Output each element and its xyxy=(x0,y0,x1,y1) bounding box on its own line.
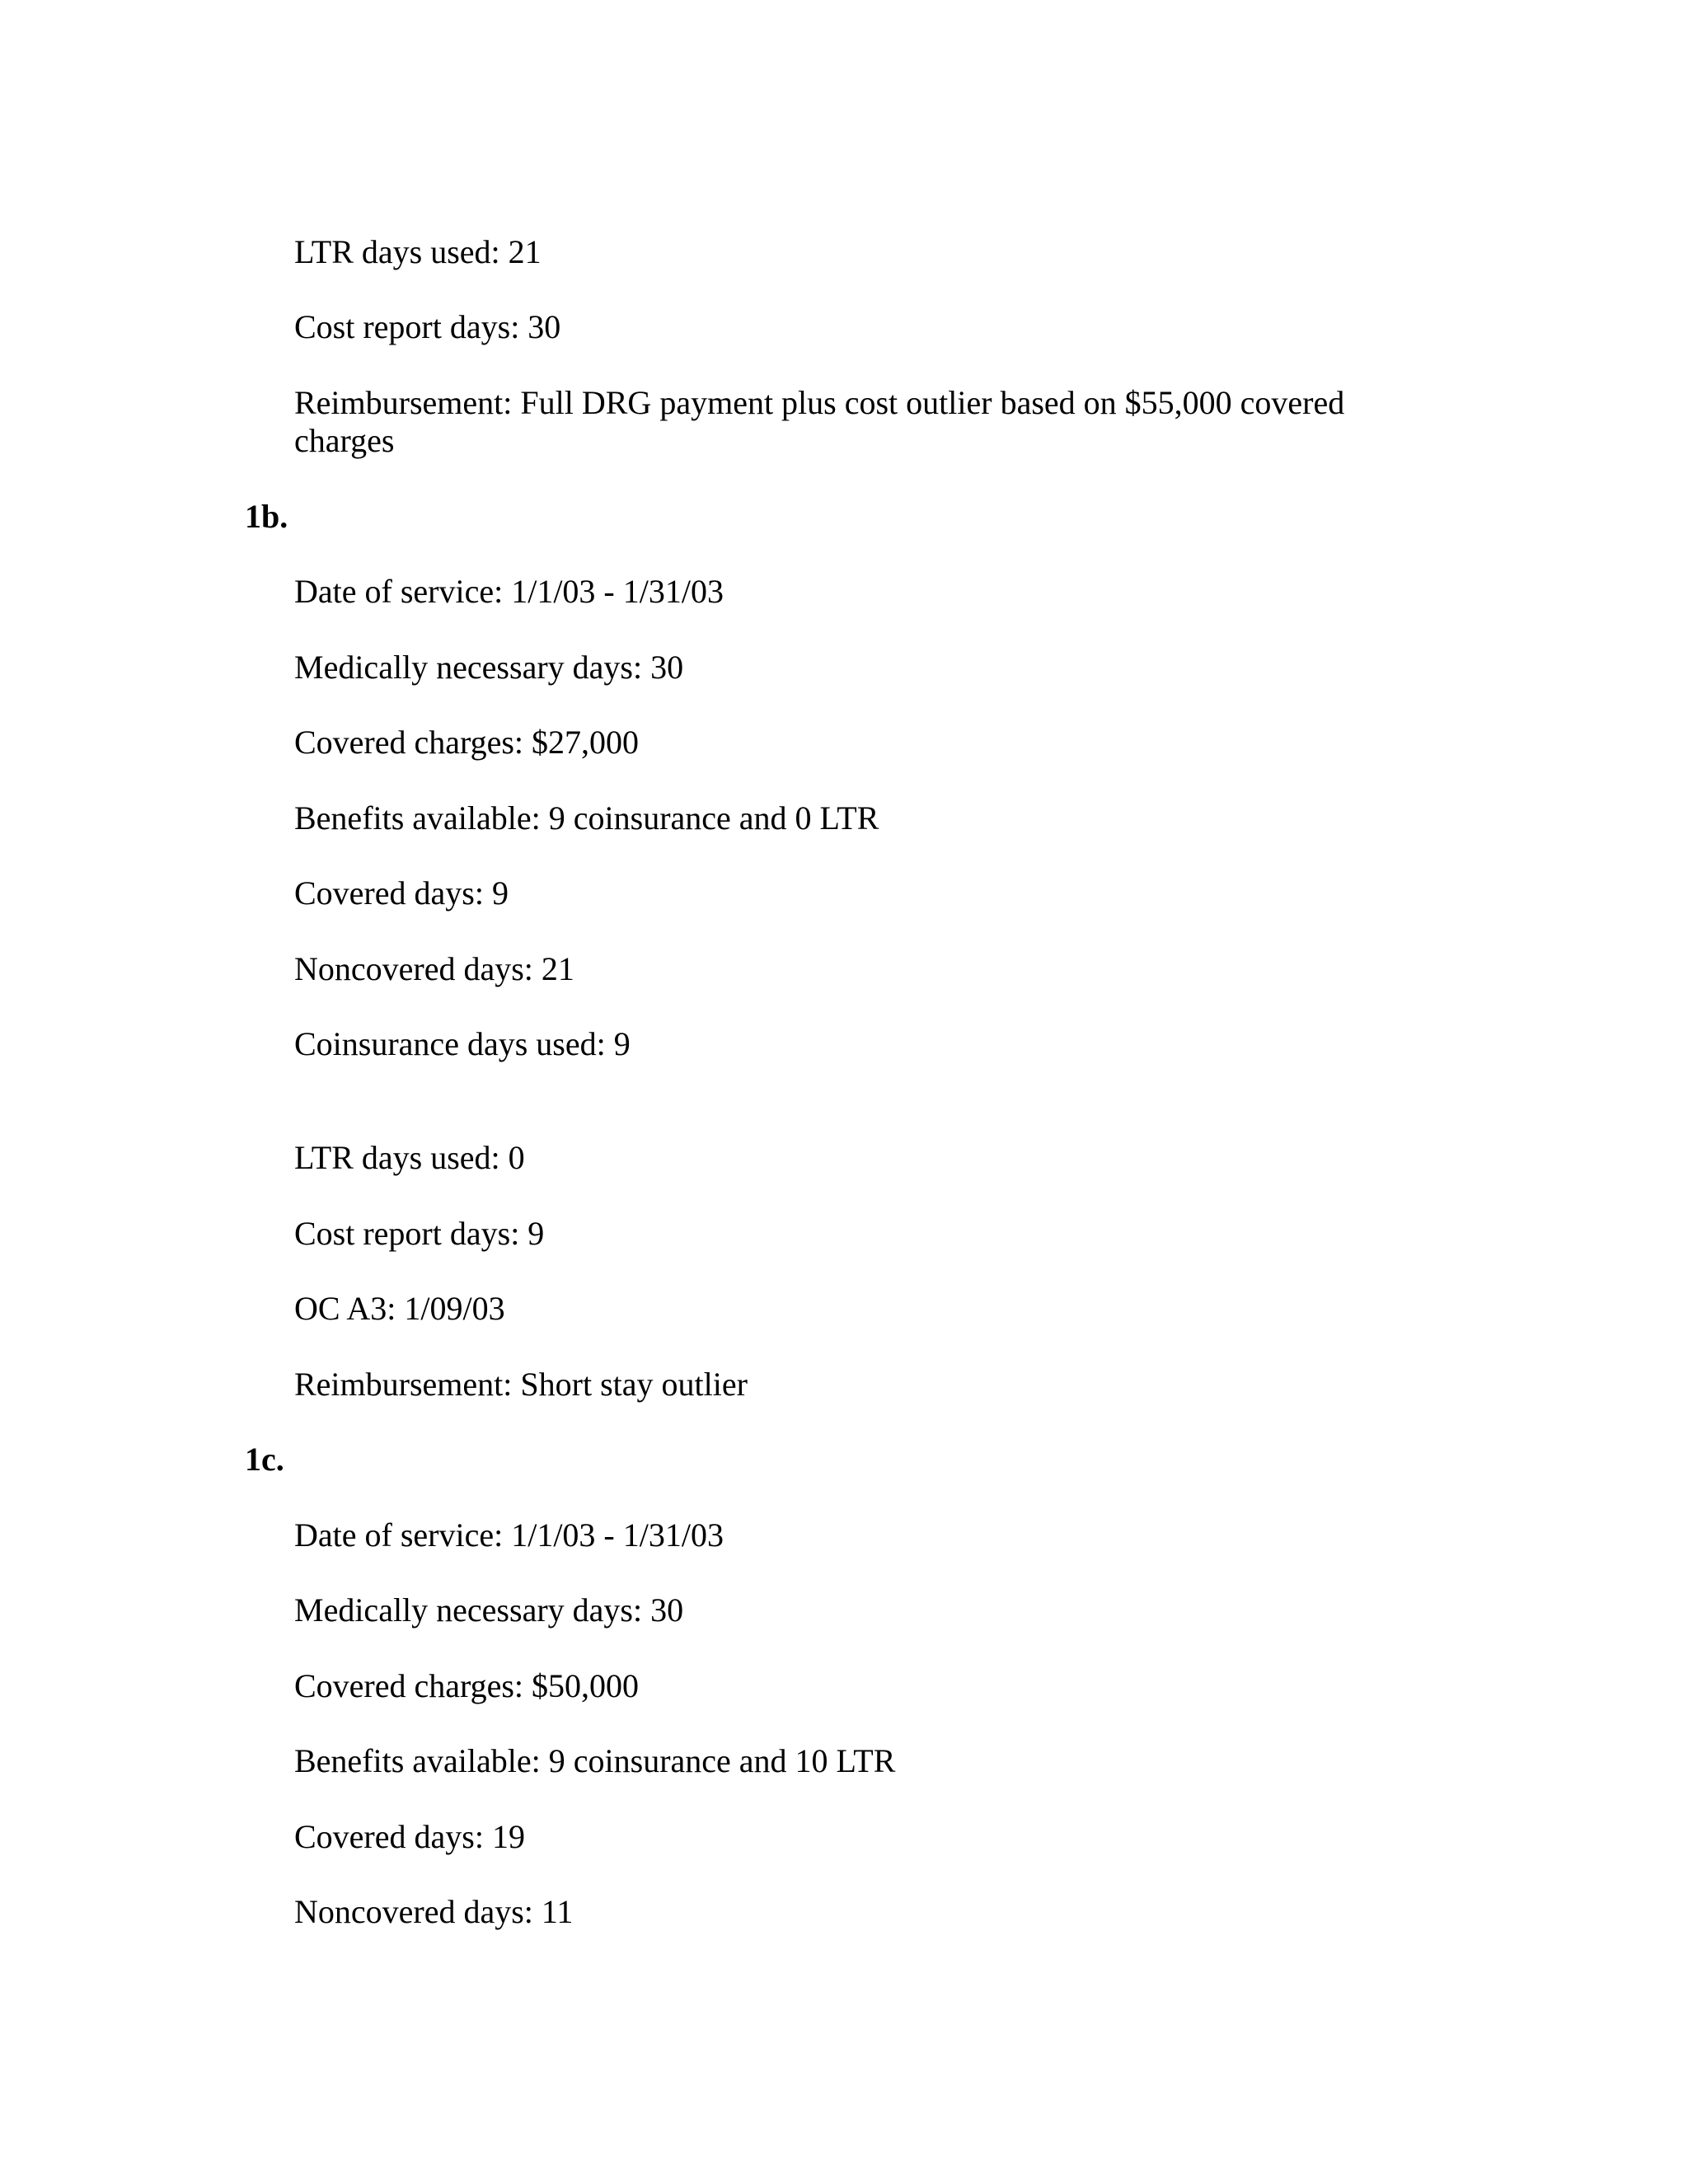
covered-days-line: Covered days: 9 xyxy=(294,874,509,912)
date-of-service-line: Date of service: 1/1/03 - 1/31/03 xyxy=(294,573,724,610)
medically-necessary-days-line: Medically necessary days: 30 xyxy=(294,649,684,686)
coinsurance-days-used-line: Coinsurance days used: 9 xyxy=(294,1025,631,1062)
section-heading-1c: 1c. xyxy=(245,1441,284,1478)
oc-a3-line: OC A3: 1/09/03 xyxy=(294,1290,505,1327)
noncovered-days-line: Noncovered days: 21 xyxy=(294,950,574,987)
covered-days-line: Covered days: 19 xyxy=(294,1818,525,1855)
noncovered-days-line: Noncovered days: 11 xyxy=(294,1893,574,1930)
section-heading-1b: 1b. xyxy=(245,498,288,535)
reimbursement-line: Reimbursement: Full DRG payment plus cost outlier based on $55,000 covered charges xyxy=(294,384,1345,459)
benefits-available-line: Benefits available: 9 coinsurance and 10 LTR xyxy=(294,1742,896,1779)
covered-charges-line: Covered charges: $27,000 xyxy=(294,724,640,761)
ltr-days-used-line: LTR days used: 21 xyxy=(294,233,542,270)
reimbursement-line: Reimbursement: Short stay outlier xyxy=(294,1366,748,1403)
medically-necessary-days-line: Medically necessary days: 30 xyxy=(294,1591,684,1629)
covered-charges-line: Covered charges: $50,000 xyxy=(294,1667,640,1704)
benefits-available-line: Benefits available: 9 coinsurance and 0 LTR xyxy=(294,799,879,837)
ltr-days-used-line: LTR days used: 0 xyxy=(294,1139,525,1176)
cost-report-days-line: Cost report days: 9 xyxy=(294,1215,545,1252)
date-of-service-line: Date of service: 1/1/03 - 1/31/03 xyxy=(294,1516,724,1554)
cost-report-days-line: Cost report days: 30 xyxy=(294,308,561,345)
